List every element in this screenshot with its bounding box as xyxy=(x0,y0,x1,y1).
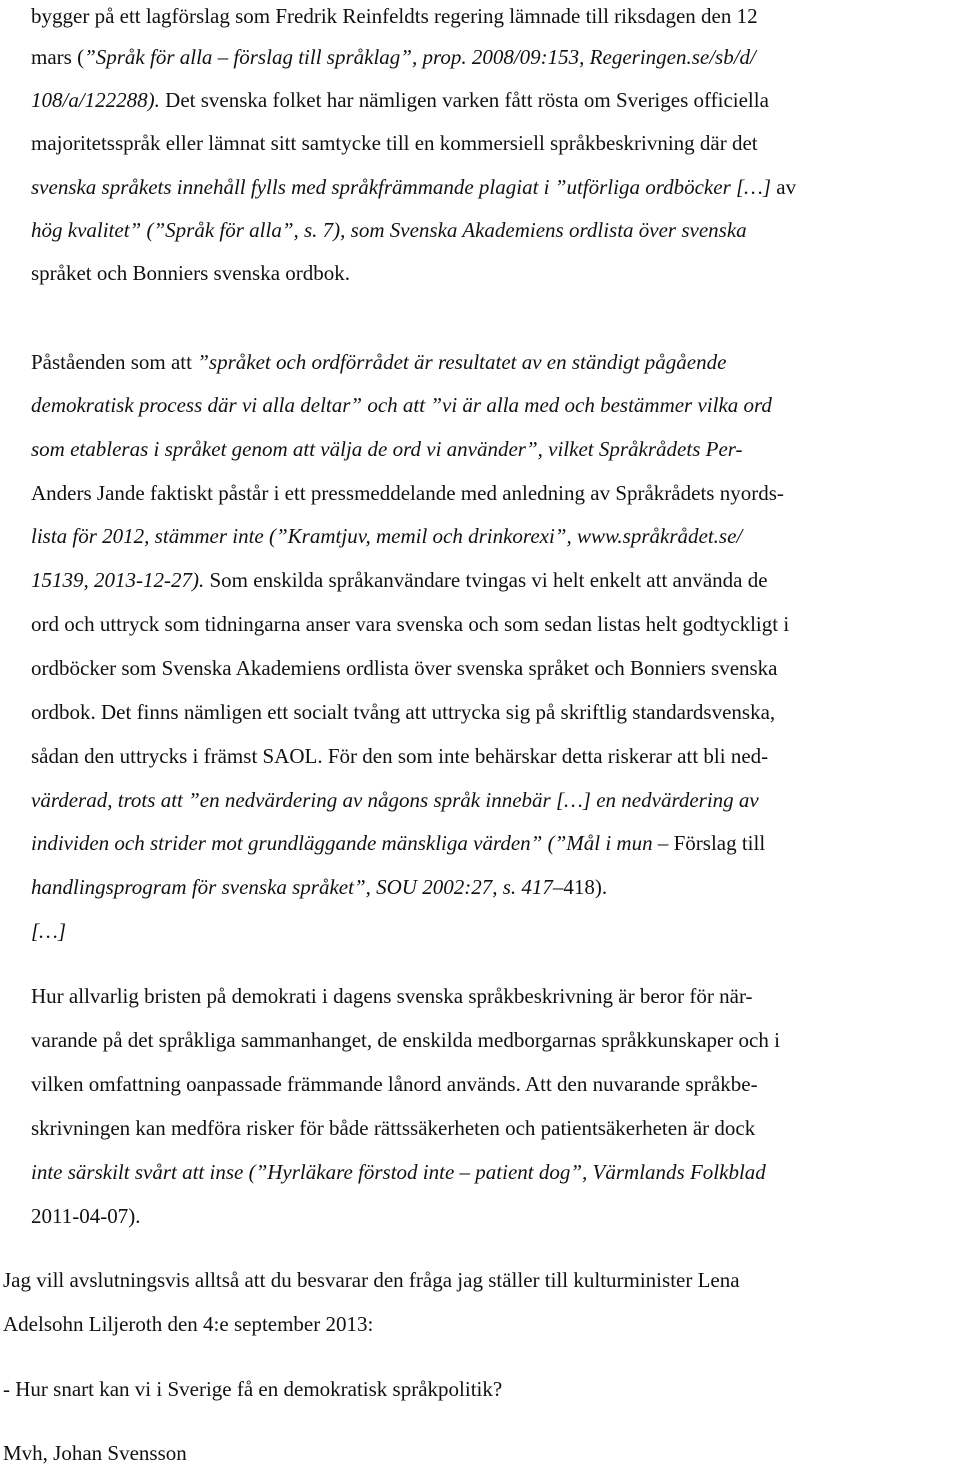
italic-segment: individen och strider mot grundläggande mänskliga värden” (”Mål i mun – xyxy=(31,831,674,855)
text-segment: varande på det språkliga sammanhanget, de enskilda medborgarnas språkkunskaper och i xyxy=(31,1028,780,1052)
signature: Mvh, Johan Svensson xyxy=(3,1441,187,1465)
text-line xyxy=(31,261,350,285)
text-line xyxy=(31,875,607,899)
text-line xyxy=(31,1072,758,1096)
italic-segment: 108/a/122288). xyxy=(31,88,166,112)
text-line xyxy=(31,131,758,155)
italic-segment: som etableras i språket genom att välja de ord vi använder”, vilket Språkrådets Per- xyxy=(31,437,743,461)
italic-segment: 15139, 2013-12-27). xyxy=(31,568,210,592)
text-segment: sådan den uttrycks i främst SAOL. För den som inte behärskar detta riskerar att bli ned- xyxy=(31,744,769,768)
text-segment: av xyxy=(776,175,797,199)
text-segment: mars ( xyxy=(31,45,85,69)
text-segment: 418). xyxy=(563,875,608,899)
text-segment: ord och uttryck som tidningarna anser vara svenska och som sedan listas helt godtyckligt i xyxy=(31,612,790,636)
text-line xyxy=(31,568,768,592)
text-segment: Som enskilda språkanvändare tvingas vi helt enkelt att använda de xyxy=(209,568,768,592)
italic-segment: inte särskilt svårt att inse (”Hyrläkare förstod inte – patient dog”, Värmlands Folkblad xyxy=(31,1160,766,1184)
text-line xyxy=(31,831,765,855)
text-segment: språket och Bonniers svenska ordbok. xyxy=(31,261,351,285)
text-line xyxy=(31,45,756,69)
text-segment: ordbok. Det finns nämligen ett socialt tvång att uttrycka sig på skriftlig standardsvenska, xyxy=(31,700,776,724)
text-segment: Förslag till xyxy=(673,831,766,855)
text-line xyxy=(31,481,784,505)
text-line xyxy=(3,1268,740,1292)
text-line xyxy=(31,175,796,199)
text-line xyxy=(31,218,747,242)
text-line xyxy=(31,788,759,812)
text-segment: Det svenska folket har nämligen varken fått rösta om Sveriges officiella xyxy=(165,88,769,112)
italic-segment: demokratisk process där vi alla deltar” och att ”vi är alla med och bestämmer vilka ord xyxy=(31,393,772,417)
text-segment: vilken omfattning oanpassade främmande lånord används. Att den nuvarande språkbe- xyxy=(31,1072,758,1096)
text-segment: Jag vill avslutningsvis alltså att du besvarar den fråga jag ställer till kulturminister Lena xyxy=(3,1268,740,1292)
italic-segment: ”Språk för alla – förslag till språklag”, prop. 2008/09:153, Regeringen.se/sb/d/ xyxy=(84,45,756,69)
text-line xyxy=(31,1160,766,1184)
text-line xyxy=(31,393,772,417)
text-line xyxy=(31,1028,780,1052)
italic-segment: handlingsprogram för svenska språket”, SOU 2002:27, s. 417– xyxy=(31,875,564,899)
italic-segment: värderad, trots att ”en nedvärdering av någons språk innebär […] en nedvärdering av xyxy=(31,788,759,812)
text-line xyxy=(31,984,753,1008)
text-segment: majoritetsspråk eller lämnat sitt samtycke till en kommersiell språkbeskrivning där det xyxy=(31,131,758,155)
text-segment: Påståenden som att xyxy=(31,350,198,374)
text-line xyxy=(31,919,66,943)
text-segment: Anders Jande faktiskt påstår i ett pressmeddelande med anledning av Språkrådets nyords- xyxy=(31,481,784,505)
italic-segment: […] xyxy=(31,919,67,943)
text-line xyxy=(31,4,758,28)
text-segment: skrivningen kan medföra risker för både rättssäkerheten och patientsäkerheten är dock xyxy=(31,1116,756,1140)
text-segment: Hur allvarlig bristen på demokrati i dagens svenska språkbeskrivning är beror för när- xyxy=(31,984,753,1008)
italic-segment: svenska språkets innehåll fylls med språkfrämmande plagiat i ”utförliga ordböcker […] xyxy=(31,175,777,199)
italic-segment: hög kvalitet” (”Språk för alla”, s. 7), som Svenska Akademiens ordlista över svenska xyxy=(31,218,747,242)
text-line xyxy=(31,350,726,374)
text-line xyxy=(31,744,768,768)
text-line xyxy=(31,524,742,548)
text-segment: 2011-04-07). xyxy=(31,1204,141,1228)
question-line: - Hur snart kan vi i Sverige få en demokratisk språkpolitik? xyxy=(3,1377,503,1401)
italic-segment: ”språket och ordförrådet är resultatet av en ständigt pågående xyxy=(197,350,727,374)
text-line xyxy=(31,437,743,461)
text-segment: bygger på ett lagförslag som Fredrik Reinfeldts regering lämnade till riksdagen den 12 xyxy=(31,4,758,28)
text-segment: ordböcker som Svenska Akademiens ordlista över svenska språket och Bonniers svenska xyxy=(31,656,778,680)
text-line xyxy=(31,700,775,724)
italic-segment: lista för 2012, stämmer inte (”Kramtjuv, memil och drinkorexi”, www.språkrådet.se/ xyxy=(31,524,743,548)
text-line xyxy=(3,1312,373,1336)
text-line xyxy=(31,612,789,636)
text-line xyxy=(31,1116,755,1140)
text-line xyxy=(31,656,778,680)
text-line xyxy=(31,88,769,112)
text-line xyxy=(31,1204,140,1228)
text-segment: Adelsohn Liljeroth den 4:e september 2013: xyxy=(3,1312,374,1336)
